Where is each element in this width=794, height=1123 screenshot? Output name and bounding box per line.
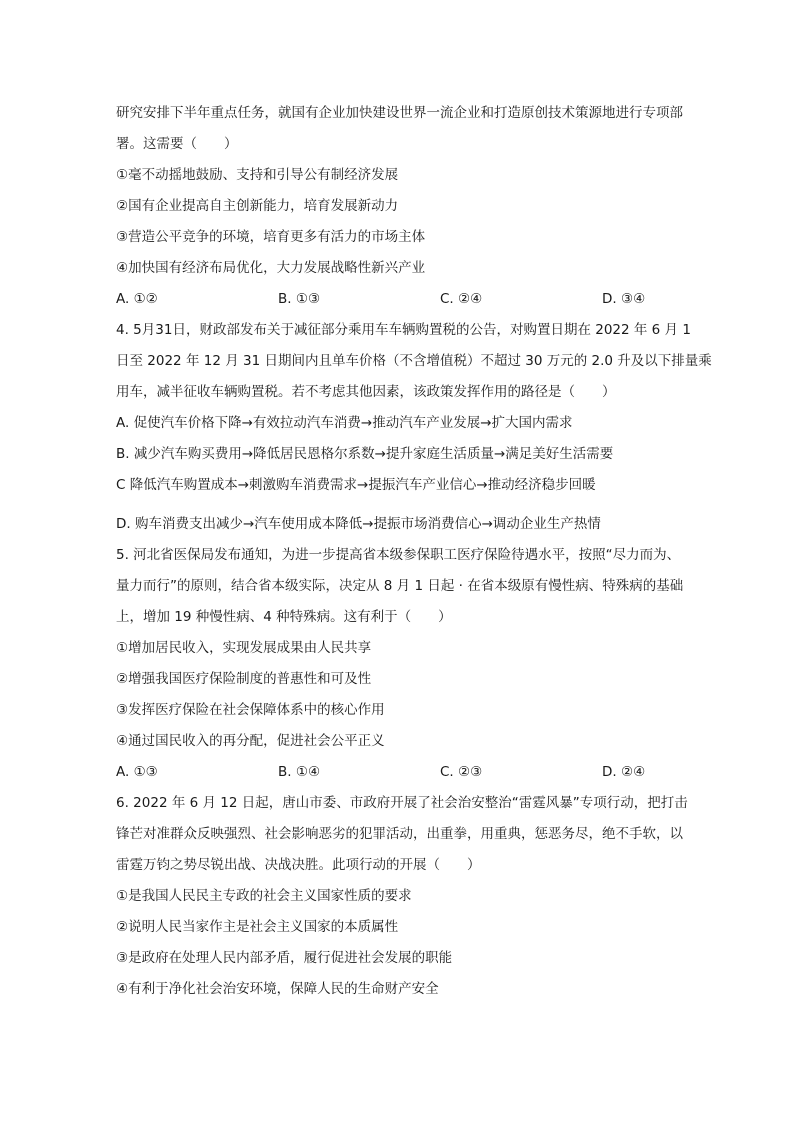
q5-stem-line: 量力而行”的原则，结合省本级实际，决定从 8 月 1 日起 · 在省本级原有慢性病、特殊病的基础 [116, 578, 684, 594]
q4-choice-c[interactable]: C 降低汽车购置成本→刺激购车消费需求→提振汽车产业信心→推动经济稳步回暖 [116, 477, 596, 493]
q6-stem-line: 6. 2022 年 6 月 12 日起，唐山市委、市政府开展了社会治安整治“雷霆风暴”专项行动，把打击 [116, 795, 688, 811]
q4-stem-line: 日至 2022 年 12 月 31 日期间内且单车价格（不含增值税）不超过 30 万元的 2.0 升及以下排量乘 [116, 353, 712, 369]
q4-choice-d[interactable]: D. 购车消费支出减少→汽车使用成本降低→提振市场消费信心→调动企业生产热情 [116, 516, 601, 532]
q4-stem-line: 用车，减半征收车辆购置税。若不考虑其他因素，该政策发挥作用的路径是（ ） [116, 384, 616, 400]
q6-stem-line: 雷霆万钧之势尽锐出战、决战决胜。此项行动的开展（ ） [116, 857, 481, 873]
q3-option-c[interactable]: C. ②④ [440, 291, 483, 307]
q4-choice-a[interactable]: A. 促使汽车价格下降→有效拉动汽车消费→推动汽车产业发展→扩大国内需求 [116, 415, 573, 431]
q6-statement: ②说明人民当家作主是社会主义国家的本质属性 [116, 919, 399, 935]
q3-statement: ③营造公平竞争的环境，培育更多有活力的市场主体 [116, 229, 426, 245]
q3-option-d[interactable]: D. ③④ [602, 291, 646, 307]
q3-stem-line: 署。这需要（ ） [116, 136, 238, 152]
exam-page [116, 98, 712, 1005]
q4-choice-b[interactable]: B. 减少汽车购买费用→降低居民恩格尔系数→提升家庭生活质量→满足美好生活需要 [116, 446, 614, 462]
q3-statement: ①毫不动摇地鼓励、支持和引导公有制经济发展 [116, 167, 399, 183]
q6-stem-line: 锋芒对准群众反映强烈、社会影响恶劣的犯罪活动，出重拳，用重典，惩恶务尽，绝不手软，以 [116, 826, 683, 842]
q5-statement: ②增强我国医疗保险制度的普惠性和可及性 [116, 671, 372, 687]
q5-option-c[interactable]: C. ②③ [440, 764, 483, 780]
q3-statement: ②国有企业提高自主创新能力，培育发展新动力 [116, 198, 399, 214]
q5-stem-line: 5. 河北省医保局发布通知，为进一步提高省本级参保职工医疗保险待遇水平，按照“尽力而为、 [116, 547, 681, 563]
q5-statement: ③发挥医疗保险在社会保障体系中的核心作用 [116, 702, 385, 718]
q3-option-b[interactable]: B. ①③ [278, 291, 321, 307]
q5-statement: ④通过国民收入的再分配，促进社会公平正义 [116, 733, 385, 749]
q3-options [116, 284, 706, 315]
q5-option-a[interactable]: A. ①③ [116, 764, 158, 780]
q5-statement: ①增加居民收入，实现发展成果由人民共享 [116, 640, 372, 656]
q6-statement: ①是我国人民民主专政的社会主义国家性质的要求 [116, 888, 412, 904]
q3-statement: ④加快国有经济布局优化，大力发展战略性新兴产业 [116, 260, 426, 276]
q5-option-d[interactable]: D. ②④ [602, 764, 646, 780]
q3-option-a[interactable]: A. ①② [116, 291, 158, 307]
q6-statement: ③是政府在处理人民内部矛盾，履行促进社会发展的职能 [116, 950, 453, 966]
q6-statement: ④有利于净化社会治安环境，保障人民的生命财产安全 [116, 981, 439, 997]
q4-stem-line: 4. 5月31日，财政部发布关于减征部分乘用车车辆购置税的公告，对购置日期在 2022 年 6 月 1 [116, 322, 691, 338]
q5-stem-line: 上，增加 19 种慢性病、4 种特殊病。这有利于（ ） [116, 609, 452, 625]
q3-stem-line: 研究安排下半年重点任务，就国有企业加快建设世界一流企业和打造原创技术策源地进行专项部 [116, 105, 683, 121]
q5-options [116, 757, 706, 788]
q5-option-b[interactable]: B. ①④ [278, 764, 321, 780]
